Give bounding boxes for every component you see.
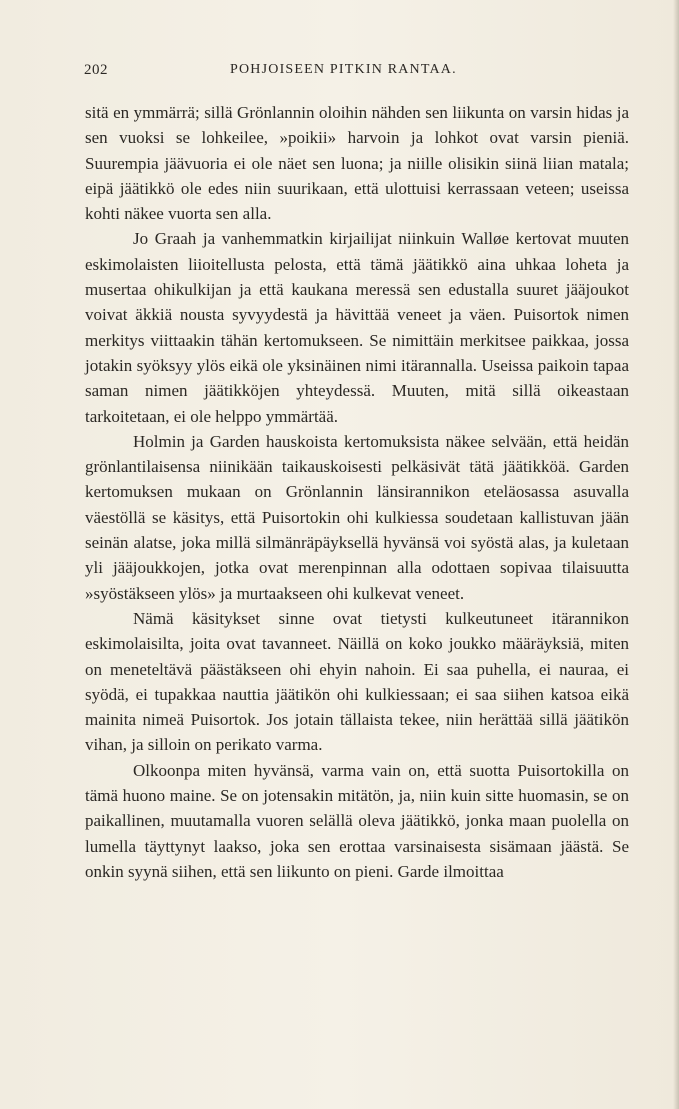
page-header (84, 60, 629, 82)
page-number: 202 (84, 62, 108, 78)
paragraph-5: Olkoonpa miten hyvänsä, varma vain on, että suotta Puisortokilla on tämä huono maine. Se on jotensakin mitätön, ja, niin kuin sitte huomasin, se on paikallinen, muutamalla vuoren selällä oleva jäätikkö, jonka maan puolella on lumella täyttynyt laakso, joka sen erottaa varsinaisesta sisämaan jäästä. Se onkin syynä siihen, että sen liikunto on pieni. Garde ilmoittaa (85, 760, 629, 881)
running-head: POHJOISEEN PITKIN RANTAA. (230, 62, 457, 77)
paragraph-4: Nämä käsitykset sinne ovat tietysti kulkeutuneet itärannikon eskimolaisilta, joita ovat tavanneet. Näillä on koko joukko määräyksiä, miten on meneteltävä päästäkseen ohi ehyin nahoin. Ei saa puhella, ei nauraa, ei syödä, ei tupakkaa nauttia jäätikön ohi kulkiessaan; ei saa siihen katsoa eikä mainita nimeä Puisortok. Jos jotain tällaista tekee, niin herättää sillä jäätikön vihan, ja silloin on perikato varma. (85, 608, 629, 755)
paragraph-3: Holmin ja Garden hauskoista kertomuksista näkee selvään, että heidän grönlantilaisensa niinikään taikauskoisesti pelkäsivät tätä jäätikköä. Garden kertomuksen mukaan on Grönlannin länsirannikon eteläosassa asuvalla väestöllä se käsitys, että Puisortokin ohi kulkiessa soudetaan kallistuvan jään seinän alatse, joka millä silmänräpäyksellä hyvänsä voi syöstä alas, ja kuletaan yli jääjoukkojen, jotka ovat merenpinnan alla odottaen sopivaa tilaisuutta »syöstäkseen ylös» ja murtaakseen ohi kulkevat veneet. (85, 431, 629, 603)
page-edge-shadow (673, 0, 679, 1109)
paragraph-1: sitä en ymmärrä; sillä Grönlannin oloihin nähden sen liikunta on varsin hidas ja sen vuoksi se lohkeilee, »poikii» harvoin ja lohkot ovat varsin pieniä. Suurempia jäävuoria ei ole näet sen luona; ja niille olisikin siinä liian matala; eipä jäätikkö ole edes niin suurikaan, että ulottuisi kerrassaan veteen; useissa kohti näkee vuorta sen alla. (85, 103, 629, 224)
body-text (85, 100, 629, 884)
paragraph-2: Jo Graah ja vanhemmatkin kirjailijat niinkuin Walløe kertovat muuten eskimolaisten liioitellusta pelosta, että tämä jäätikkö aina uhkaa loheta ja musertaa ohikulkijan ja että kaukana meressä sen edustalla suuret jääjoukot voivat äkkiä nousta syvyydestä ja hävittää veneet ja väen. Puisortok nimen merkitys viittaakin tähän kertomukseen. Se nimittäin merkitsee paikkaa, jossa jotakin syöksyy ylös eikä ole yksinäinen nimi itärannalla. Useissa paikoin tapaa saman nimen jäätikköjen yhteydessä. Muuten, mitä sillä oikeastaan tarkoitetaan, ei ole helppo ymmärtää. (85, 229, 629, 426)
